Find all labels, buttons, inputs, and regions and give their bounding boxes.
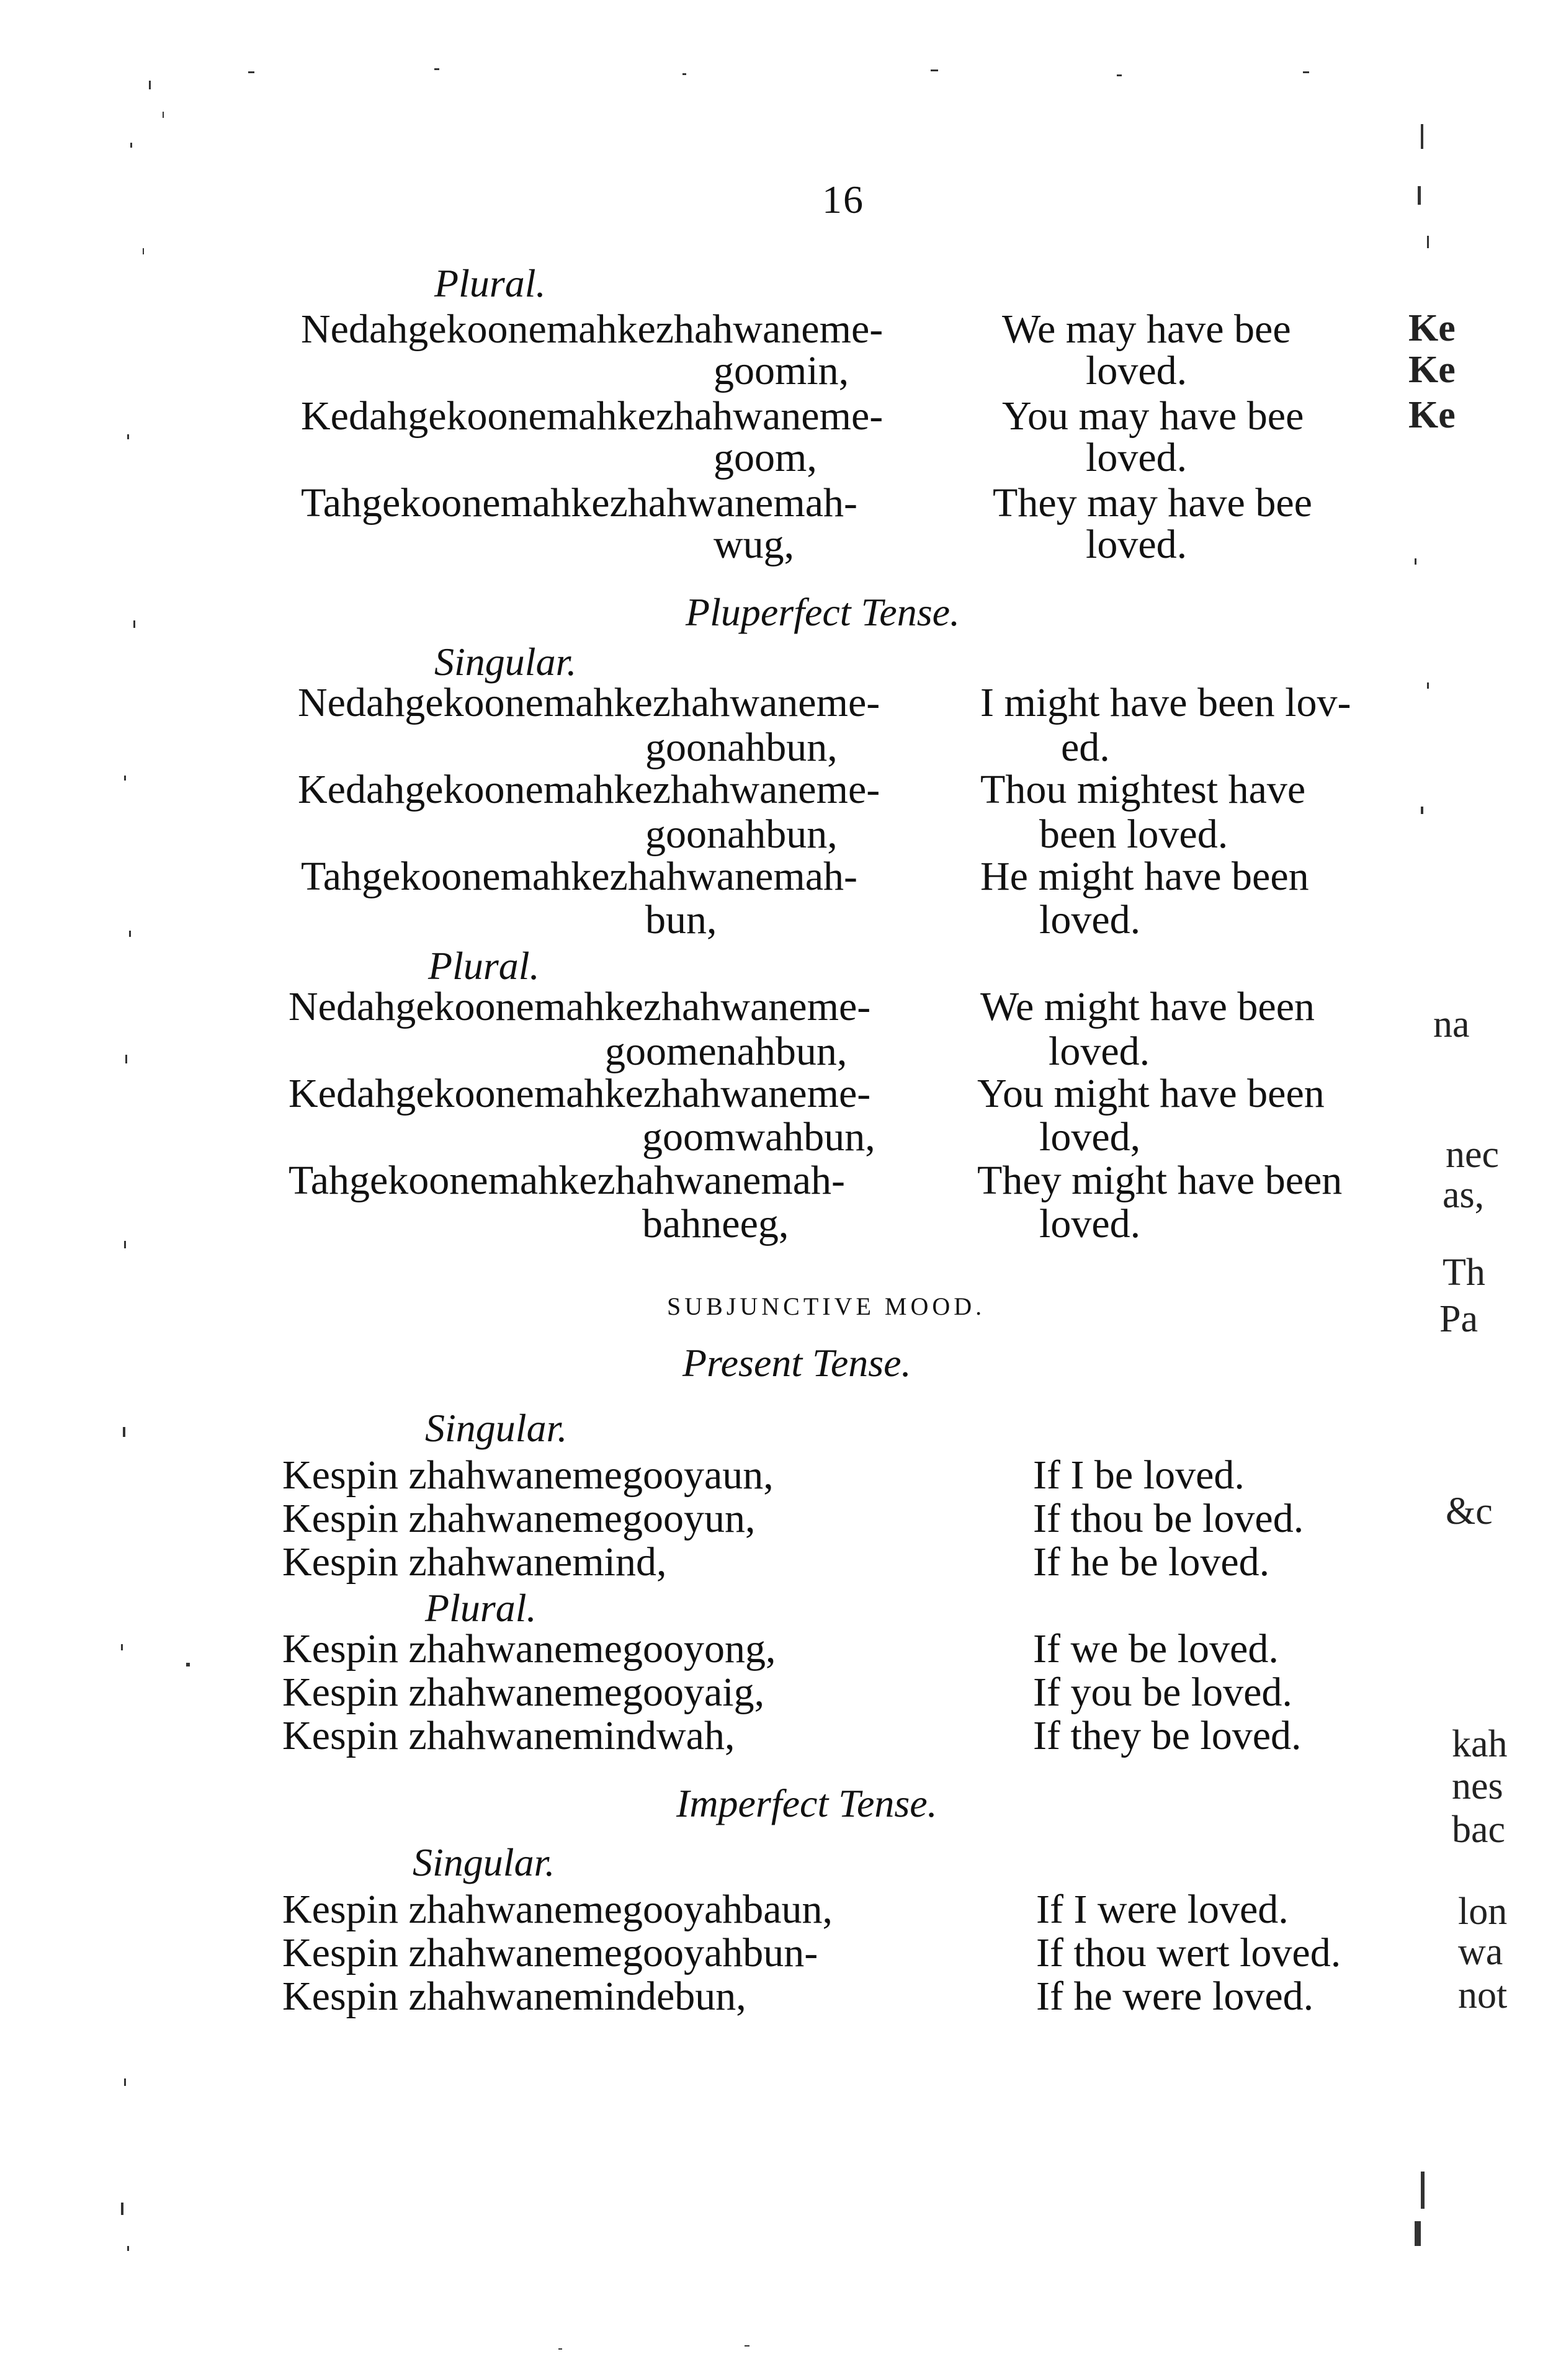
singular-heading: Singular.	[413, 1840, 555, 1884]
margin-fragment: Ke	[1408, 394, 1456, 436]
english-gloss-cont: loved.	[1049, 1029, 1150, 1074]
english-gloss: If we be loved.	[1033, 1626, 1279, 1671]
english-gloss: If thou be loved.	[1033, 1496, 1304, 1541]
ojibwe-form-cont: goomwahbun,	[642, 1114, 875, 1160]
ojibwe-form: Kedahgekoonemahkezhahwaneme-	[298, 767, 880, 812]
english-gloss: If they be loved.	[1033, 1713, 1302, 1758]
margin-fragment: nec	[1446, 1134, 1500, 1176]
english-gloss-cont: been loved.	[1039, 812, 1228, 857]
margin-fragment: &c	[1446, 1490, 1493, 1532]
margin-fragment: nes	[1452, 1765, 1503, 1807]
english-gloss-cont: loved.	[1039, 897, 1141, 942]
margin-fragment: as,	[1443, 1174, 1485, 1216]
ojibwe-form-cont: goonahbun,	[645, 812, 838, 857]
ojibwe-form: Kespin zhahwanemegooyahbun-	[282, 1930, 818, 1975]
english-gloss: We might have been	[980, 984, 1315, 1029]
margin-fragment: Ke	[1408, 349, 1456, 391]
english-gloss: You might have been	[977, 1071, 1325, 1116]
ojibwe-form: Kespin zhahwanemindebun,	[282, 1974, 746, 2019]
english-gloss: If you be loved.	[1033, 1670, 1292, 1715]
margin-fragment: not	[1458, 1974, 1508, 2016]
english-gloss-cont: loved.	[1086, 348, 1188, 393]
margin-fragment: Ke	[1408, 307, 1456, 349]
english-gloss: We may have bee	[1002, 306, 1291, 352]
plural-heading: Plural.	[425, 1586, 537, 1630]
ojibwe-form: Kedahgekoonemahkezhahwaneme-	[289, 1071, 871, 1116]
ojibwe-form-cont: goonahbun,	[645, 725, 838, 770]
english-gloss: I might have been lov-	[980, 680, 1351, 725]
plural-heading: Plural.	[428, 944, 540, 988]
ojibwe-form: Kespin zhahwanemegooyahbaun,	[282, 1887, 833, 1932]
tense-heading: Imperfect Tense.	[676, 1781, 937, 1825]
ojibwe-form: Kespin zhahwanemegooyaun,	[282, 1452, 774, 1498]
english-gloss: He might have been	[980, 854, 1309, 899]
ojibwe-form-cont: goom,	[714, 435, 817, 480]
ojibwe-form: Tahgekoonemahkezhahwanemah-	[301, 480, 857, 526]
ojibwe-form-cont: bun,	[645, 897, 717, 942]
singular-heading: Singular.	[425, 1406, 568, 1450]
margin-fragment: na	[1433, 1003, 1470, 1045]
ojibwe-form: Kespin zhahwanemegooyun,	[282, 1496, 756, 1541]
tense-heading: Pluperfect Tense.	[686, 590, 960, 634]
english-gloss-cont: ed.	[1061, 725, 1110, 770]
margin-fragment: Pa	[1439, 1298, 1478, 1340]
margin-fragment: lon	[1458, 1890, 1508, 1933]
english-gloss: They might have been	[977, 1158, 1343, 1203]
ojibwe-form: Kedahgekoonemahkezhahwaneme-	[301, 393, 884, 439]
margin-fragment: Th	[1443, 1251, 1485, 1294]
english-gloss-cont: loved,	[1039, 1114, 1141, 1160]
english-gloss: If he be loved.	[1033, 1539, 1270, 1585]
page-number: 16	[822, 177, 864, 221]
english-gloss-cont: loved.	[1039, 1201, 1141, 1246]
ojibwe-form: Tahgekoonemahkezhahwanemah-	[289, 1158, 845, 1203]
english-gloss: You may have bee	[1002, 393, 1304, 439]
ojibwe-form-cont: goomin,	[714, 348, 849, 393]
tense-heading: Present Tense.	[682, 1341, 911, 1385]
margin-fragment: kah	[1452, 1723, 1508, 1765]
ojibwe-form: Nedahgekoonemahkezhahwaneme-	[301, 306, 884, 352]
ojibwe-form: Kespin zhahwanemind,	[282, 1539, 667, 1585]
english-gloss: Thou mightest have	[980, 767, 1306, 812]
singular-heading: Singular.	[434, 640, 577, 684]
ojibwe-form: Kespin zhahwanemegooyaig,	[282, 1670, 765, 1715]
english-gloss-cont: loved.	[1086, 435, 1188, 480]
ojibwe-form: Tahgekoonemahkezhahwanemah-	[301, 854, 857, 899]
plural-heading: Plural.	[434, 261, 546, 305]
ojibwe-form: Nedahgekoonemahkezhahwaneme-	[289, 984, 871, 1029]
ojibwe-form: Nedahgekoonemahkezhahwaneme-	[298, 680, 880, 725]
ojibwe-form: Kespin zhahwanemegooyong,	[282, 1626, 776, 1671]
english-gloss: If I be loved.	[1033, 1452, 1245, 1498]
english-gloss: They may have bee	[993, 480, 1312, 526]
ojibwe-form: Kespin zhahwanemindwah,	[282, 1713, 735, 1758]
english-gloss-cont: loved.	[1086, 522, 1188, 567]
ojibwe-form-cont: wug,	[714, 522, 795, 567]
english-gloss: If I were loved.	[1036, 1887, 1289, 1932]
ojibwe-form-cont: goomenahbun,	[605, 1029, 848, 1074]
margin-fragment: bac	[1452, 1809, 1506, 1851]
margin-fragment: wa	[1458, 1931, 1503, 1973]
english-gloss: If he were loved.	[1036, 1974, 1314, 2019]
mood-heading: SUBJUNCTIVE MOOD.	[667, 1292, 986, 1320]
ojibwe-form-cont: bahneeg,	[642, 1201, 789, 1246]
english-gloss: If thou wert loved.	[1036, 1930, 1341, 1975]
